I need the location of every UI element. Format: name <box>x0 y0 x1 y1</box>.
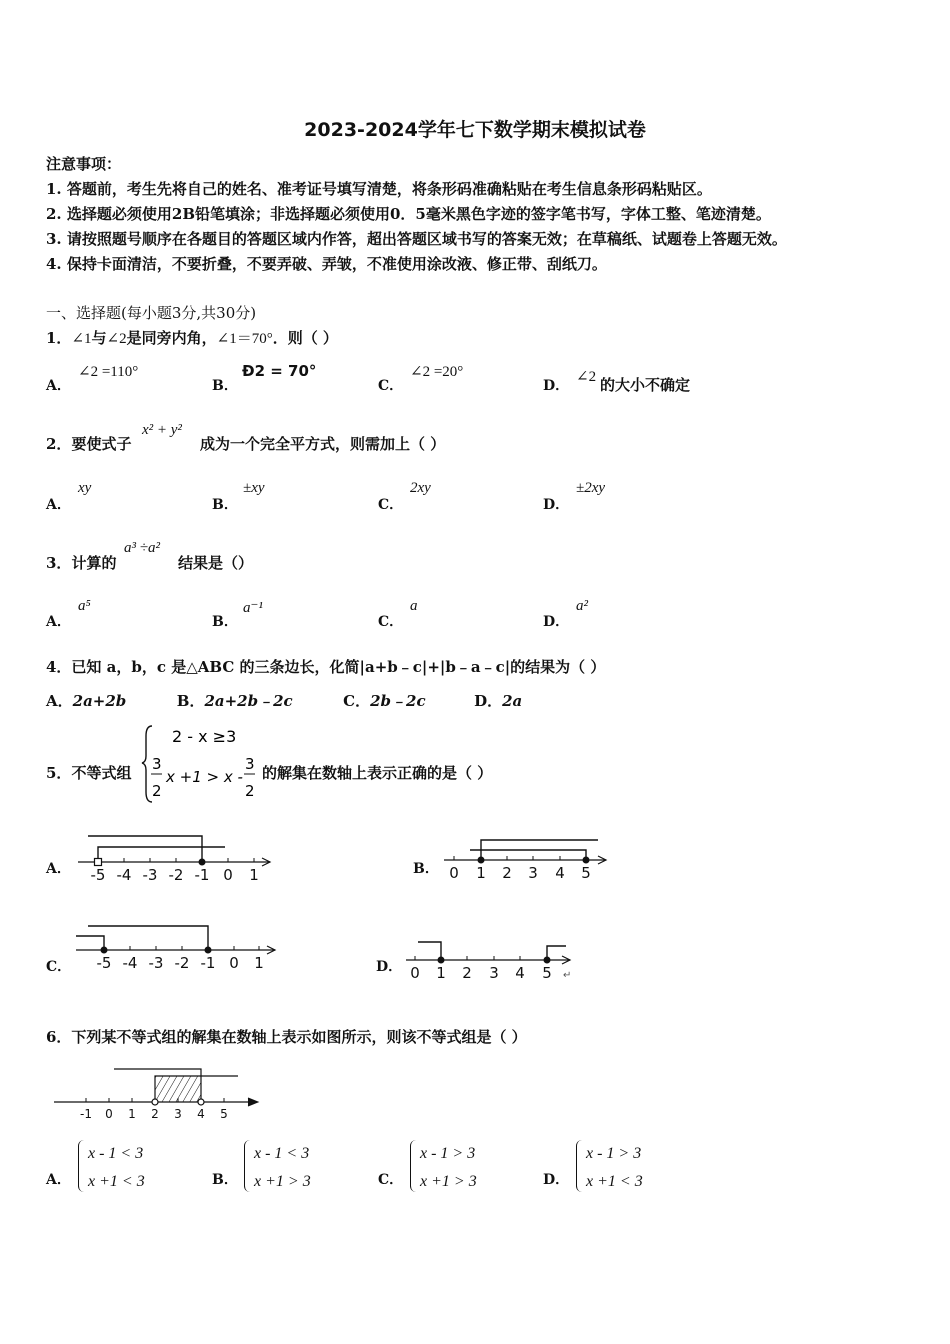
svg-text:-5: -5 <box>96 954 112 972</box>
svg-text:-3: -3 <box>148 954 164 972</box>
option-d-math: ∠2 <box>576 369 597 385</box>
option-b-label: B． <box>212 497 238 513</box>
option-c-label: C． <box>378 614 404 630</box>
svg-text:5: 5 <box>581 864 591 882</box>
svg-text:0: 0 <box>449 864 459 882</box>
question-3-text: 结果是（） <box>178 554 254 572</box>
svg-text:2: 2 <box>152 782 162 800</box>
option-d-math: a² <box>576 598 588 614</box>
option-b-math: Ð2 = 70° <box>242 362 317 380</box>
question-6: 6．下列某不等式组的解集在数轴上表示如图所示，则该不等式组是（ ） <box>46 1028 527 1046</box>
question-3-expr: a³ ÷a² <box>124 540 160 556</box>
svg-text:1: 1 <box>249 866 259 884</box>
page-title: 2023-2024学年七下数学期末模拟试卷 <box>304 119 646 141</box>
option-a-math: xy <box>78 480 92 496</box>
option-b-math: ±xy <box>243 480 265 496</box>
option-c-math: 2xy <box>410 480 431 496</box>
option-d-label: D． <box>543 378 570 394</box>
svg-text:-4: -4 <box>116 866 132 884</box>
option-b-math: a⁻¹ <box>243 600 263 616</box>
svg-text:-2: -2 <box>168 866 184 884</box>
svg-text:3: 3 <box>174 1107 182 1121</box>
option-d-label: D． <box>543 614 570 630</box>
option-a-label: A． <box>46 861 71 877</box>
svg-text:3: 3 <box>489 964 499 982</box>
svg-text:2 - x ≥3: 2 - x ≥3 <box>172 727 237 746</box>
question-1: 1．∠1与∠2是同旁内角，∠1＝70°．则（ ） <box>46 329 338 347</box>
inequality-system <box>140 722 270 804</box>
svg-text:1: 1 <box>436 964 446 982</box>
svg-text:0: 0 <box>105 1107 113 1121</box>
question-2-expr: x² + y² <box>142 422 182 438</box>
option-d-numberline <box>400 930 585 982</box>
question-4-options: A．2a+2b B．2a+2b﹣2c C．2b﹣2c D．2a <box>46 692 523 710</box>
option-b-label: B． <box>212 1172 238 1188</box>
svg-text:2: 2 <box>245 782 255 800</box>
svg-text:4: 4 <box>555 864 565 882</box>
svg-text:0: 0 <box>410 964 420 982</box>
svg-text:1: 1 <box>128 1107 136 1121</box>
option-b-numberline <box>436 830 616 885</box>
question-5-text: 的解集在数轴上表示正确的是（ ） <box>262 764 493 782</box>
option-a-label: A． <box>46 1172 71 1188</box>
option-b-label: B． <box>212 614 238 630</box>
option-a-math: ∠2 =110° <box>78 364 139 380</box>
option-d-label: D． <box>376 959 403 975</box>
section-heading: 一、选择题(每小题3分,共30分) <box>46 304 257 322</box>
svg-text:0: 0 <box>223 866 233 884</box>
notice-item: 3. 请按照题号顺序在各题目的答题区域内作答，超出答题区域书写的答案无效；在草稿纸、试题卷上答题无效。 <box>46 230 787 248</box>
svg-text:-3: -3 <box>142 866 158 884</box>
question-2-num: 2．要使式子 <box>46 435 132 453</box>
question-2-text: 成为一个完全平方式，则需加上（ ） <box>200 435 446 453</box>
question-4: 4．已知 a，b，c 是△ABC 的三条边长，化简|a+b﹣c|+|b﹣a﹣c|的结果为（ ） <box>46 658 606 676</box>
option-d-math: ±2xy <box>576 480 606 496</box>
notice-item: 1. 答题前，考生先将自己的姓名、准考证号填写清楚，将条形码准确粘贴在考生信息条形码粘贴区。 <box>46 180 712 198</box>
svg-text:3: 3 <box>152 755 162 773</box>
svg-text:1: 1 <box>476 864 486 882</box>
svg-text:3: 3 <box>528 864 538 882</box>
svg-text:2: 2 <box>151 1107 159 1121</box>
option-c-label: C． <box>378 378 404 394</box>
question-6-numberline <box>52 1064 267 1124</box>
svg-text:4: 4 <box>515 964 525 982</box>
svg-text:5: 5 <box>542 964 552 982</box>
svg-text:-1: -1 <box>80 1107 92 1121</box>
option-c-math: a <box>410 598 418 614</box>
svg-text:1: 1 <box>254 954 264 972</box>
svg-text:x +1 > x -: x +1 > x - <box>166 768 243 786</box>
option-d-text: 的大小不确定 <box>600 376 691 394</box>
svg-text:-2: -2 <box>174 954 190 972</box>
notice-item: 2. 选择题必须使用2B铅笔填涂；非选择题必须使用0．5毫米黑色字迹的签字笔书写，字体工整、笔迹清楚。 <box>46 205 771 223</box>
option-a-label: A． <box>46 497 71 513</box>
question-3-num: 3．计算的 <box>46 554 117 572</box>
notice-item: 4. 保持卡面清洁，不要折叠，不要弄破、弄皱，不准使用涂改液、修正带、刮纸刀。 <box>46 255 607 273</box>
option-d-label: D． <box>543 497 570 513</box>
svg-text:3: 3 <box>245 755 255 773</box>
svg-text:0: 0 <box>229 954 239 972</box>
question-5-num: 5．不等式组 <box>46 764 132 782</box>
option-a-label: A． <box>46 378 71 394</box>
option-c-numberline <box>70 920 285 975</box>
option-b-label: B． <box>212 378 238 394</box>
option-a-math: a⁵ <box>78 598 91 614</box>
option-d-label: D． <box>543 1172 570 1188</box>
option-c-math: ∠2 =20° <box>410 364 464 380</box>
option-c-label: C． <box>378 497 404 513</box>
svg-text:-4: -4 <box>122 954 138 972</box>
option-c-label: C． <box>46 959 72 975</box>
option-c-label: C． <box>378 1172 404 1188</box>
svg-text:-5: -5 <box>90 866 106 884</box>
svg-text:↵: ↵ <box>563 970 572 981</box>
option-b-label: B． <box>413 861 439 877</box>
option-a-numberline <box>70 830 280 885</box>
svg-text:-1: -1 <box>200 954 216 972</box>
svg-text:-1: -1 <box>194 866 210 884</box>
svg-text:2: 2 <box>462 964 472 982</box>
svg-text:5: 5 <box>220 1107 228 1121</box>
notice-heading: 注意事项： <box>46 155 122 173</box>
svg-text:2: 2 <box>502 864 512 882</box>
svg-text:4: 4 <box>197 1107 205 1121</box>
option-a-label: A． <box>46 614 71 630</box>
